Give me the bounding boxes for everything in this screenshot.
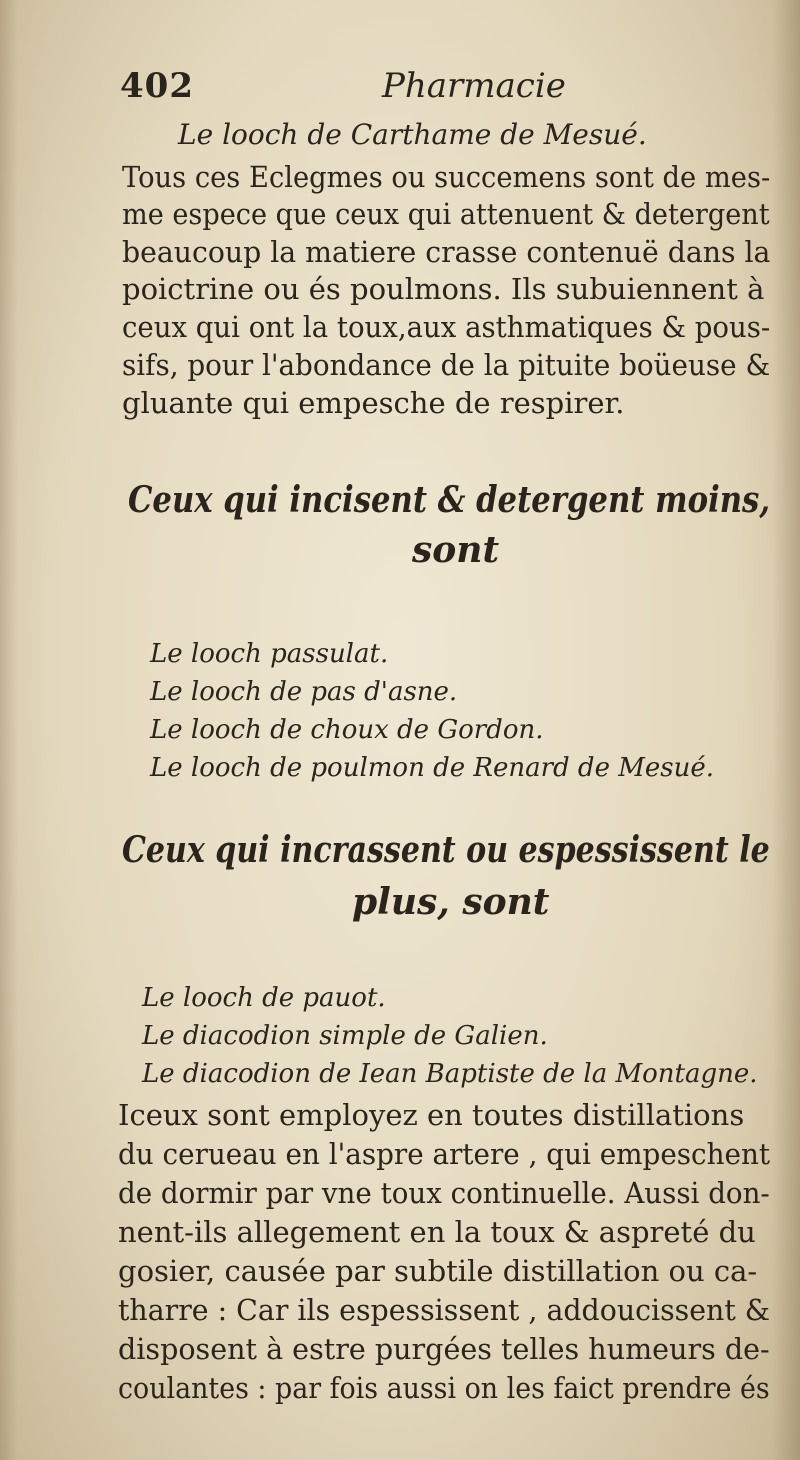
list-item: Le looch passulat. (150, 639, 389, 669)
page-left-edge-shadow (0, 0, 18, 1460)
heading-1-line-1: Ceux qui incisent & detergent moins, (128, 479, 771, 521)
list-item: Le looch de pas d'asne. (150, 677, 458, 707)
paragraph-1-line: sifs, pour l'abondance de la pituite boüeuse & (122, 348, 771, 382)
paragraph-1-line: gluante qui empesche de respirer. (122, 386, 625, 420)
paragraph-1-line: beaucoup la matiere crasse contenuë dans la (122, 235, 771, 269)
paragraph-2-line: du cerueau en l'aspre artere , qui empeschent (118, 1137, 771, 1171)
page-header (120, 66, 760, 116)
list-item: Le looch de poulmon de Renard de Mesué. (150, 753, 714, 783)
page-number: 402 (120, 66, 194, 106)
paragraph-1-line: me espece que ceux qui attenuent & detergent (122, 197, 770, 231)
heading-1-line-2: sont (412, 529, 500, 571)
paragraph-2-line: Iceux sont employez en toutes distillations (118, 1098, 745, 1132)
paragraph-2-line: nent-ils allegement en la toux & aspreté du (118, 1215, 756, 1249)
paragraph-1-line: poictrine ou és poulmons. Ils subuiennent à (122, 272, 765, 306)
paragraph-2-line: disposent à estre purgées telles humeurs de- (118, 1332, 770, 1366)
paragraph-1-line: ceux qui ont la toux,aux asthmatiques & pous- (122, 310, 771, 344)
section-intro-title: Le looch de Carthame de Mesué. (178, 118, 647, 151)
running-head: Pharmacie (382, 66, 566, 106)
heading-2-line-1: Ceux qui incrassent ou espessissent le (122, 829, 770, 871)
list-item: Le diacodion simple de Galien. (142, 1021, 548, 1051)
list-item: Le diacodion de Iean Baptiste de la Montagne. (142, 1059, 758, 1089)
page-right-edge-shadow (772, 0, 800, 1460)
heading-2-line-2: plus, sont (352, 881, 550, 923)
paragraph-2-line: de dormir par vne toux continuelle. Aussi don- (118, 1176, 770, 1210)
paragraph-2-line: tharre : Car ils espessissent , addoucissent & (118, 1293, 771, 1327)
list-item: Le looch de choux de Gordon. (150, 715, 544, 745)
paragraph-2-line: gosier, causée par subtile distillation ou ca- (118, 1254, 758, 1288)
paragraph-2-line: coulantes : par fois aussi on les faict prendre és (118, 1371, 770, 1405)
paragraph-1-line: Tous ces Eclegmes ou succemens sont de mes- (122, 160, 771, 194)
list-item: Le looch de pauot. (142, 983, 386, 1013)
